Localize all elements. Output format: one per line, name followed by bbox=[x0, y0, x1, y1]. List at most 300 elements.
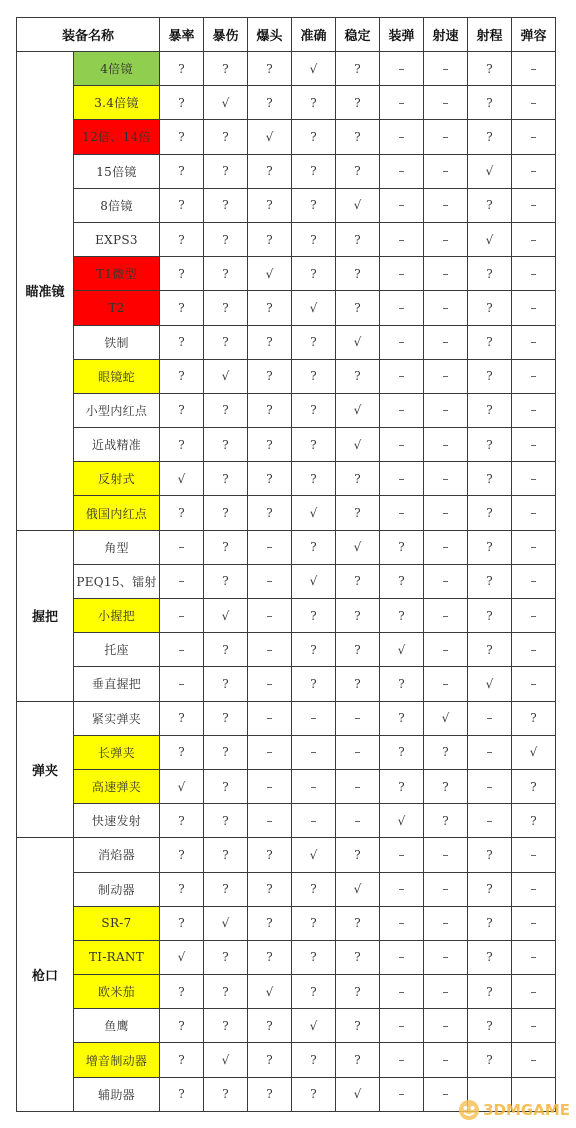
crit-damage-cell: ? bbox=[204, 667, 248, 701]
reload-cell: ? bbox=[380, 564, 424, 598]
reload-cell: – bbox=[380, 257, 424, 291]
headshot-cell: ? bbox=[248, 940, 292, 974]
equipment-name-cell: 制动器 bbox=[74, 872, 160, 906]
stability-cell: ? bbox=[336, 154, 380, 188]
range-cell: – bbox=[468, 769, 512, 803]
headshot-cell: ? bbox=[248, 1009, 292, 1043]
accuracy-cell: ? bbox=[292, 393, 336, 427]
crit-damage-cell: ? bbox=[204, 735, 248, 769]
stability-cell: √ bbox=[336, 393, 380, 427]
headshot-cell: – bbox=[248, 633, 292, 667]
headshot-cell: – bbox=[248, 804, 292, 838]
table-row bbox=[17, 667, 556, 701]
headshot-cell: ? bbox=[248, 428, 292, 462]
range-cell: √ bbox=[468, 222, 512, 256]
equipment-name-cell: 8倍镜 bbox=[74, 188, 160, 222]
header-crit-damage: 暴伤 bbox=[204, 18, 248, 52]
crit-rate-cell: ? bbox=[160, 872, 204, 906]
crit-damage-cell: ? bbox=[204, 804, 248, 838]
table-row bbox=[17, 906, 556, 940]
accuracy-cell: ? bbox=[292, 667, 336, 701]
accuracy-cell: – bbox=[292, 769, 336, 803]
magazine-cell: – bbox=[512, 1043, 556, 1077]
category-cell: 瞄准镜 bbox=[17, 52, 74, 531]
table-row bbox=[17, 599, 556, 633]
table-row bbox=[17, 120, 556, 154]
crit-damage-cell: ? bbox=[204, 188, 248, 222]
reload-cell: – bbox=[380, 86, 424, 120]
reload-cell: ? bbox=[380, 735, 424, 769]
table-row bbox=[17, 1009, 556, 1043]
magazine-cell: ? bbox=[512, 701, 556, 735]
headshot-cell: ? bbox=[248, 393, 292, 427]
accuracy-cell: ? bbox=[292, 599, 336, 633]
crit-rate-cell: ? bbox=[160, 975, 204, 1009]
range-cell: ? bbox=[468, 906, 512, 940]
accuracy-cell: √ bbox=[292, 291, 336, 325]
fire-rate-cell: – bbox=[424, 359, 468, 393]
fire-rate-cell: – bbox=[424, 257, 468, 291]
reload-cell: √ bbox=[380, 633, 424, 667]
equipment-name-cell: 辅助器 bbox=[74, 1077, 160, 1111]
accuracy-cell: ? bbox=[292, 359, 336, 393]
crit-rate-cell: ? bbox=[160, 222, 204, 256]
crit-rate-cell: √ bbox=[160, 462, 204, 496]
range-cell: ? bbox=[468, 291, 512, 325]
fire-rate-cell: – bbox=[424, 325, 468, 359]
fire-rate-cell: ? bbox=[424, 735, 468, 769]
accuracy-cell: √ bbox=[292, 496, 336, 530]
stability-cell: ? bbox=[336, 359, 380, 393]
crit-damage-cell: ? bbox=[204, 462, 248, 496]
3dmgame-logo-icon bbox=[457, 1098, 481, 1122]
reload-cell: – bbox=[380, 222, 424, 256]
reload-cell: – bbox=[380, 872, 424, 906]
headshot-cell: √ bbox=[248, 975, 292, 1009]
stability-cell: ? bbox=[336, 86, 380, 120]
equipment-name-cell: 托座 bbox=[74, 633, 160, 667]
accuracy-cell: ? bbox=[292, 257, 336, 291]
range-cell: ? bbox=[468, 975, 512, 1009]
category-cell: 枪口 bbox=[17, 838, 74, 1112]
magazine-cell: – bbox=[512, 838, 556, 872]
equipment-name-cell: 3.4倍镜 bbox=[74, 86, 160, 120]
reload-cell: – bbox=[380, 496, 424, 530]
stability-cell: √ bbox=[336, 872, 380, 906]
magazine-cell: – bbox=[512, 222, 556, 256]
header-accuracy: 准确 bbox=[292, 18, 336, 52]
table-row bbox=[17, 1043, 556, 1077]
magazine-cell: – bbox=[512, 667, 556, 701]
fire-rate-cell: – bbox=[424, 1009, 468, 1043]
header-reload: 装弹 bbox=[380, 18, 424, 52]
equipment-name-cell: EXPS3 bbox=[74, 222, 160, 256]
header-equipment-name: 装备名称 bbox=[17, 18, 160, 52]
stability-cell: √ bbox=[336, 188, 380, 222]
reload-cell: ? bbox=[380, 769, 424, 803]
headshot-cell: – bbox=[248, 530, 292, 564]
reload-cell: – bbox=[380, 325, 424, 359]
range-cell: ? bbox=[468, 564, 512, 598]
crit-damage-cell: ? bbox=[204, 701, 248, 735]
range-cell: ? bbox=[468, 325, 512, 359]
equipment-name-cell: 垂直握把 bbox=[74, 667, 160, 701]
crit-damage-cell: √ bbox=[204, 359, 248, 393]
headshot-cell: – bbox=[248, 701, 292, 735]
magazine-cell: – bbox=[512, 872, 556, 906]
stability-cell: ? bbox=[336, 906, 380, 940]
crit-rate-cell: √ bbox=[160, 769, 204, 803]
fire-rate-cell: – bbox=[424, 838, 468, 872]
crit-rate-cell: – bbox=[160, 633, 204, 667]
equipment-name-cell: T2 bbox=[74, 291, 160, 325]
range-cell: ? bbox=[468, 940, 512, 974]
range-cell: ? bbox=[468, 1009, 512, 1043]
crit-rate-cell: ? bbox=[160, 906, 204, 940]
accuracy-cell: ? bbox=[292, 120, 336, 154]
accuracy-cell: ? bbox=[292, 86, 336, 120]
table-row bbox=[17, 940, 556, 974]
crit-rate-cell: – bbox=[160, 530, 204, 564]
range-cell: – bbox=[468, 701, 512, 735]
magazine-cell: – bbox=[512, 564, 556, 598]
crit-rate-cell: ? bbox=[160, 52, 204, 86]
fire-rate-cell: – bbox=[424, 86, 468, 120]
fire-rate-cell: – bbox=[424, 1043, 468, 1077]
headshot-cell: – bbox=[248, 667, 292, 701]
crit-rate-cell: – bbox=[160, 564, 204, 598]
crit-rate-cell: ? bbox=[160, 154, 204, 188]
header-range: 射程 bbox=[468, 18, 512, 52]
range-cell: ? bbox=[468, 599, 512, 633]
magazine-cell: – bbox=[512, 599, 556, 633]
reload-cell: √ bbox=[380, 804, 424, 838]
stability-cell: ? bbox=[336, 1043, 380, 1077]
magazine-cell: – bbox=[512, 940, 556, 974]
fire-rate-cell: ? bbox=[424, 769, 468, 803]
fire-rate-cell: – bbox=[424, 496, 468, 530]
headshot-cell: ? bbox=[248, 462, 292, 496]
headshot-cell: ? bbox=[248, 1043, 292, 1077]
accuracy-cell: ? bbox=[292, 1043, 336, 1077]
equipment-name-cell: 欧米茄 bbox=[74, 975, 160, 1009]
equipment-name-cell: 高速弹夹 bbox=[74, 769, 160, 803]
fire-rate-cell: – bbox=[424, 52, 468, 86]
headshot-cell: ? bbox=[248, 291, 292, 325]
fire-rate-cell: – bbox=[424, 975, 468, 1009]
table-row bbox=[17, 633, 556, 667]
range-cell: ? bbox=[468, 120, 512, 154]
crit-rate-cell: √ bbox=[160, 940, 204, 974]
headshot-cell: – bbox=[248, 735, 292, 769]
reload-cell: – bbox=[380, 291, 424, 325]
accuracy-cell: √ bbox=[292, 838, 336, 872]
table-row bbox=[17, 530, 556, 564]
stability-cell: ? bbox=[336, 120, 380, 154]
accuracy-cell: ? bbox=[292, 530, 336, 564]
headshot-cell: ? bbox=[248, 359, 292, 393]
crit-rate-cell: ? bbox=[160, 496, 204, 530]
table-row bbox=[17, 222, 556, 256]
range-cell: – bbox=[468, 804, 512, 838]
table-row bbox=[17, 838, 556, 872]
range-cell: ? bbox=[468, 496, 512, 530]
crit-damage-cell: ? bbox=[204, 496, 248, 530]
fire-rate-cell: – bbox=[424, 599, 468, 633]
crit-rate-cell: ? bbox=[160, 804, 204, 838]
accuracy-cell: √ bbox=[292, 1009, 336, 1043]
magazine-cell: – bbox=[512, 188, 556, 222]
magazine-cell: – bbox=[512, 633, 556, 667]
equipment-name-cell: 消焰器 bbox=[74, 838, 160, 872]
headshot-cell: – bbox=[248, 769, 292, 803]
crit-damage-cell: ? bbox=[204, 769, 248, 803]
table-row bbox=[17, 188, 556, 222]
crit-rate-cell: ? bbox=[160, 257, 204, 291]
accuracy-cell: – bbox=[292, 804, 336, 838]
headshot-cell: ? bbox=[248, 872, 292, 906]
accuracy-cell: ? bbox=[292, 325, 336, 359]
fire-rate-cell: – bbox=[424, 633, 468, 667]
crit-damage-cell: ? bbox=[204, 940, 248, 974]
accuracy-cell: – bbox=[292, 735, 336, 769]
equipment-name-cell: 角型 bbox=[74, 530, 160, 564]
stability-cell: ? bbox=[336, 257, 380, 291]
stability-cell: ? bbox=[336, 633, 380, 667]
magazine-cell: – bbox=[512, 86, 556, 120]
fire-rate-cell: – bbox=[424, 564, 468, 598]
table-row bbox=[17, 325, 556, 359]
headshot-cell: – bbox=[248, 599, 292, 633]
table-row bbox=[17, 428, 556, 462]
crit-damage-cell: ? bbox=[204, 120, 248, 154]
equipment-name-cell: 15倍镜 bbox=[74, 154, 160, 188]
reload-cell: – bbox=[380, 188, 424, 222]
reload-cell: ? bbox=[380, 667, 424, 701]
crit-damage-cell: √ bbox=[204, 1043, 248, 1077]
accuracy-cell: ? bbox=[292, 462, 336, 496]
table-body bbox=[17, 52, 556, 1112]
stability-cell: ? bbox=[336, 975, 380, 1009]
stability-cell: √ bbox=[336, 428, 380, 462]
header-crit-rate: 暴率 bbox=[160, 18, 204, 52]
equipment-name-cell: 快速发射 bbox=[74, 804, 160, 838]
crit-damage-cell: √ bbox=[204, 599, 248, 633]
stability-cell: – bbox=[336, 701, 380, 735]
accuracy-cell: ? bbox=[292, 975, 336, 1009]
stability-cell: ? bbox=[336, 667, 380, 701]
table-row bbox=[17, 86, 556, 120]
magazine-cell: – bbox=[512, 154, 556, 188]
reload-cell: – bbox=[380, 154, 424, 188]
range-cell: ? bbox=[468, 359, 512, 393]
range-cell: ? bbox=[468, 462, 512, 496]
stability-cell: – bbox=[336, 735, 380, 769]
crit-damage-cell: ? bbox=[204, 564, 248, 598]
headshot-cell: – bbox=[248, 564, 292, 598]
fire-rate-cell: – bbox=[424, 291, 468, 325]
range-cell: √ bbox=[468, 667, 512, 701]
headshot-cell: ? bbox=[248, 52, 292, 86]
stability-cell: ? bbox=[336, 564, 380, 598]
table-row bbox=[17, 735, 556, 769]
magazine-cell: – bbox=[512, 393, 556, 427]
fire-rate-cell: – bbox=[424, 872, 468, 906]
headshot-cell: ? bbox=[248, 325, 292, 359]
reload-cell: – bbox=[380, 1009, 424, 1043]
fire-rate-cell: √ bbox=[424, 701, 468, 735]
accuracy-cell: ? bbox=[292, 154, 336, 188]
crit-rate-cell: ? bbox=[160, 359, 204, 393]
equipment-name-cell: 长弹夹 bbox=[74, 735, 160, 769]
magazine-cell: – bbox=[512, 325, 556, 359]
headshot-cell: √ bbox=[248, 120, 292, 154]
crit-damage-cell: ? bbox=[204, 872, 248, 906]
crit-damage-cell: ? bbox=[204, 1009, 248, 1043]
table-row bbox=[17, 359, 556, 393]
table-row bbox=[17, 564, 556, 598]
crit-damage-cell: ? bbox=[204, 1077, 248, 1111]
accuracy-cell: ? bbox=[292, 872, 336, 906]
range-cell: ? bbox=[468, 188, 512, 222]
headshot-cell: ? bbox=[248, 222, 292, 256]
reload-cell: ? bbox=[380, 599, 424, 633]
stability-cell: ? bbox=[336, 222, 380, 256]
range-cell: ? bbox=[468, 52, 512, 86]
accuracy-cell: ? bbox=[292, 633, 336, 667]
stability-cell: √ bbox=[336, 530, 380, 564]
magazine-cell: – bbox=[512, 496, 556, 530]
header-fire-rate: 射速 bbox=[424, 18, 468, 52]
reload-cell: – bbox=[380, 906, 424, 940]
table-row bbox=[17, 52, 556, 86]
table-row bbox=[17, 872, 556, 906]
reload-cell: – bbox=[380, 428, 424, 462]
crit-rate-cell: – bbox=[160, 599, 204, 633]
reload-cell: – bbox=[380, 975, 424, 1009]
stability-cell: – bbox=[336, 769, 380, 803]
headshot-cell: √ bbox=[248, 257, 292, 291]
stability-cell: √ bbox=[336, 1077, 380, 1111]
reload-cell: – bbox=[380, 462, 424, 496]
equipment-name-cell: 鱼鹰 bbox=[74, 1009, 160, 1043]
table-header-row bbox=[17, 18, 556, 52]
crit-rate-cell: ? bbox=[160, 428, 204, 462]
accuracy-cell: ? bbox=[292, 222, 336, 256]
headshot-cell: ? bbox=[248, 1077, 292, 1111]
crit-damage-cell: √ bbox=[204, 86, 248, 120]
stability-cell: ? bbox=[336, 838, 380, 872]
fire-rate-cell: – bbox=[424, 188, 468, 222]
stability-cell: – bbox=[336, 804, 380, 838]
table-row bbox=[17, 804, 556, 838]
reload-cell: – bbox=[380, 1043, 424, 1077]
range-cell: ? bbox=[468, 838, 512, 872]
range-cell: ? bbox=[468, 1043, 512, 1077]
table-row bbox=[17, 769, 556, 803]
magazine-cell: – bbox=[512, 462, 556, 496]
stability-cell: ? bbox=[336, 291, 380, 325]
fire-rate-cell: – bbox=[424, 154, 468, 188]
crit-damage-cell: ? bbox=[204, 975, 248, 1009]
table-row bbox=[17, 496, 556, 530]
watermark-text: 3DMGAME bbox=[483, 1101, 570, 1119]
crit-damage-cell: ? bbox=[204, 325, 248, 359]
equipment-name-cell: 小握把 bbox=[74, 599, 160, 633]
reload-cell: – bbox=[380, 1077, 424, 1111]
equipment-name-cell: 俄国内红点 bbox=[74, 496, 160, 530]
fire-rate-cell: – bbox=[424, 906, 468, 940]
crit-damage-cell: ? bbox=[204, 154, 248, 188]
stability-cell: √ bbox=[336, 325, 380, 359]
range-cell: ? bbox=[468, 86, 512, 120]
equipment-attribute-table bbox=[16, 17, 556, 1112]
reload-cell: ? bbox=[380, 530, 424, 564]
equipment-name-cell: SR-7 bbox=[74, 906, 160, 940]
stability-cell: ? bbox=[336, 52, 380, 86]
fire-rate-cell: ? bbox=[424, 804, 468, 838]
magazine-cell: √ bbox=[512, 735, 556, 769]
accuracy-cell: ? bbox=[292, 188, 336, 222]
crit-damage-cell: ? bbox=[204, 633, 248, 667]
table-row bbox=[17, 462, 556, 496]
crit-damage-cell: ? bbox=[204, 222, 248, 256]
fire-rate-cell: – bbox=[424, 667, 468, 701]
headshot-cell: ? bbox=[248, 496, 292, 530]
magazine-cell: – bbox=[512, 52, 556, 86]
table-row bbox=[17, 701, 556, 735]
range-cell: ? bbox=[468, 633, 512, 667]
headshot-cell: ? bbox=[248, 86, 292, 120]
table-row bbox=[17, 291, 556, 325]
fire-rate-cell: – bbox=[424, 462, 468, 496]
crit-rate-cell: ? bbox=[160, 1043, 204, 1077]
crit-damage-cell: √ bbox=[204, 906, 248, 940]
range-cell: ? bbox=[468, 257, 512, 291]
crit-rate-cell: ? bbox=[160, 393, 204, 427]
fire-rate-cell: – bbox=[424, 1077, 468, 1111]
crit-rate-cell: ? bbox=[160, 1009, 204, 1043]
range-cell: ? bbox=[468, 393, 512, 427]
magazine-cell: – bbox=[512, 530, 556, 564]
equipment-name-cell: 小型内红点 bbox=[74, 393, 160, 427]
accuracy-cell: ? bbox=[292, 906, 336, 940]
fire-rate-cell: – bbox=[424, 120, 468, 154]
fire-rate-cell: – bbox=[424, 393, 468, 427]
magazine-cell: – bbox=[512, 359, 556, 393]
crit-damage-cell: ? bbox=[204, 393, 248, 427]
range-cell: √ bbox=[468, 154, 512, 188]
crit-rate-cell: ? bbox=[160, 325, 204, 359]
equipment-name-cell: 增音制动器 bbox=[74, 1043, 160, 1077]
headshot-cell: ? bbox=[248, 154, 292, 188]
range-cell: – bbox=[468, 735, 512, 769]
equipment-name-cell: TI-RANT bbox=[74, 940, 160, 974]
fire-rate-cell: – bbox=[424, 428, 468, 462]
crit-damage-cell: ? bbox=[204, 428, 248, 462]
reload-cell: – bbox=[380, 359, 424, 393]
magazine-cell: – bbox=[512, 291, 556, 325]
headshot-cell: ? bbox=[248, 188, 292, 222]
fire-rate-cell: – bbox=[424, 222, 468, 256]
magazine-cell: – bbox=[512, 257, 556, 291]
stability-cell: ? bbox=[336, 496, 380, 530]
watermark bbox=[457, 1098, 570, 1122]
accuracy-cell: √ bbox=[292, 564, 336, 598]
equipment-name-cell: PEQ15、镭射 bbox=[74, 564, 160, 598]
magazine-cell: – bbox=[512, 428, 556, 462]
crit-rate-cell: ? bbox=[160, 838, 204, 872]
